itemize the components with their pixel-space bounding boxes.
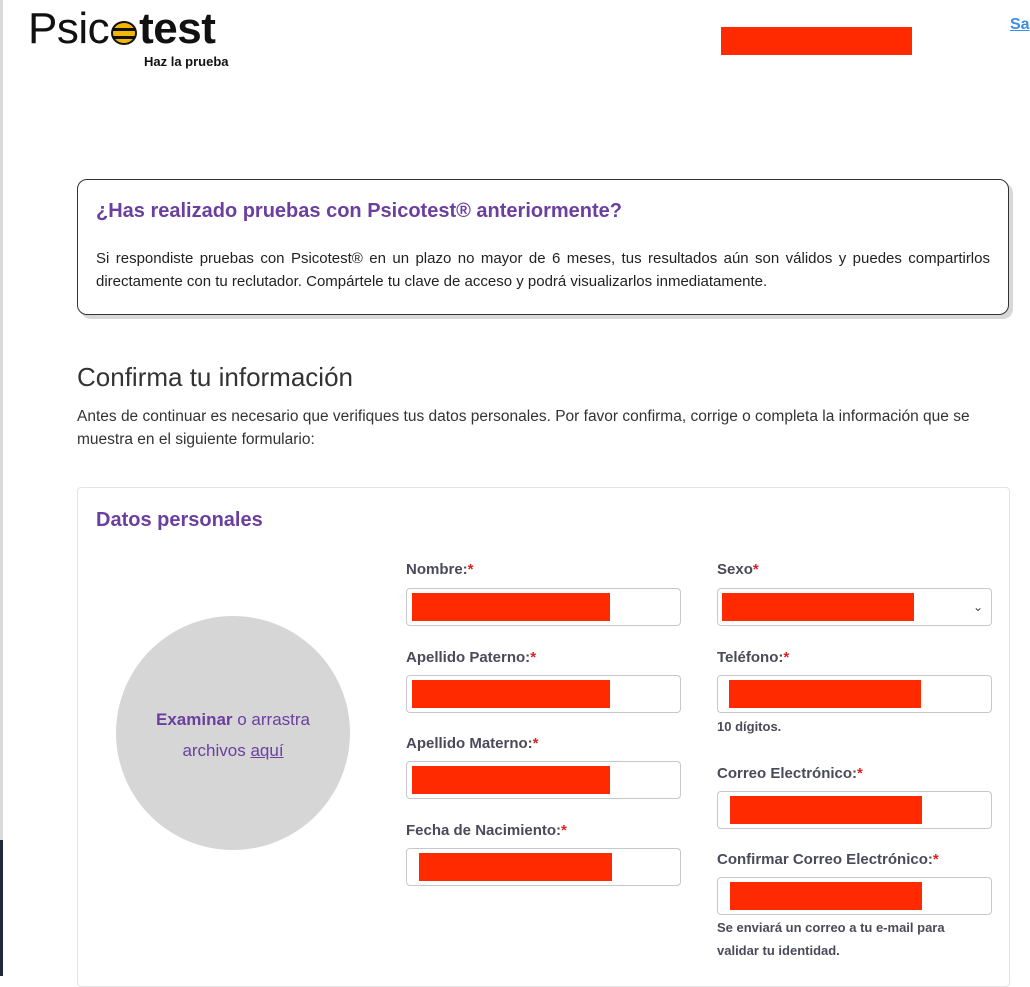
logo-tagline: Haz la prueba <box>144 54 229 69</box>
upload-here-link[interactable]: aquí <box>250 741 284 760</box>
chevron-down-icon: ⌄ <box>972 600 983 614</box>
notice-title: ¿Has realizado pruebas con Psicotest® anteriormente? <box>96 200 622 222</box>
telefono-label: Teléfono:* <box>717 649 790 666</box>
redacted-value <box>722 593 914 621</box>
upload-files-text: archivos <box>182 741 251 760</box>
window-edge <box>0 0 3 976</box>
page-title: Confirma tu información <box>77 362 353 392</box>
correo-input[interactable] <box>717 791 992 829</box>
apellido-paterno-label: Apellido Paterno:* <box>406 649 537 666</box>
required-mark: * <box>530 649 537 666</box>
required-mark: * <box>932 851 939 868</box>
fecha-nacimiento-label: Fecha de Nacimiento:* <box>406 822 567 839</box>
psicotest-logo[interactable] <box>28 4 248 70</box>
required-mark: * <box>532 735 539 752</box>
required-mark: * <box>561 822 567 839</box>
window-edge-dark <box>0 840 3 976</box>
required-mark: * <box>467 561 474 578</box>
required-mark: * <box>857 765 863 782</box>
upload-or-drag-text: o arrastra <box>232 710 311 729</box>
redacted-value <box>730 882 922 910</box>
redacted-value <box>419 853 612 881</box>
confirmar-correo-input[interactable] <box>717 877 992 915</box>
required-mark: * <box>752 561 759 578</box>
logo-prefix: Psic <box>28 4 110 53</box>
confirmar-correo-label: Confirmar Correo Electrónico:* <box>717 851 939 868</box>
notice-text: Si respondiste pruebas con Psicotest® en un plazo no mayor de 6 meses, tus resultados aún son válidos y puedes compartirlos directamente con tu reclutador. Compártele tu clave de acceso y podrá visualizarlos inmediatamente. <box>96 250 990 290</box>
upload-browse-text[interactable]: Examinar <box>155 710 233 729</box>
page-description: Antes de continuar es necesario que verifiques tus datos personales. Por favor confirma, corrige o completa la información que se muestra en el siguiente formulario: <box>77 408 970 448</box>
redacted-value <box>412 766 610 794</box>
previous-tests-notice <box>77 179 1009 315</box>
sexo-label: Sexo* <box>717 561 759 578</box>
nombre-input[interactable] <box>406 588 681 626</box>
sexo-select[interactable] <box>717 588 992 626</box>
nombre-label: Nombre:* <box>406 561 474 578</box>
email-validation-hint: Se enviará un correo a tu e-mail para validar tu identidad. <box>717 920 945 958</box>
redacted-value <box>729 680 921 708</box>
telefono-hint: 10 dígitos. <box>717 719 782 734</box>
personal-data-title: Datos personales <box>96 509 263 531</box>
fecha-nacimiento-input[interactable] <box>406 848 681 886</box>
bee-icon <box>110 15 138 45</box>
top-right-link[interactable]: Sa <box>1010 16 1030 33</box>
apellido-materno-input[interactable] <box>406 761 681 799</box>
apellido-materno-label: Apellido Materno:* <box>406 735 539 752</box>
logo-suffix: test <box>139 4 216 53</box>
redacted-value <box>730 796 922 824</box>
correo-label: Correo Electrónico:* <box>717 765 863 782</box>
redacted-value <box>412 593 610 621</box>
telefono-input[interactable] <box>717 675 992 713</box>
redacted-value <box>412 680 610 708</box>
redacted-header-info <box>721 27 912 55</box>
photo-upload-dropzone[interactable] <box>116 616 350 850</box>
logo-wordmark <box>28 4 215 54</box>
required-mark: * <box>783 649 790 666</box>
apellido-paterno-input[interactable] <box>406 675 681 713</box>
